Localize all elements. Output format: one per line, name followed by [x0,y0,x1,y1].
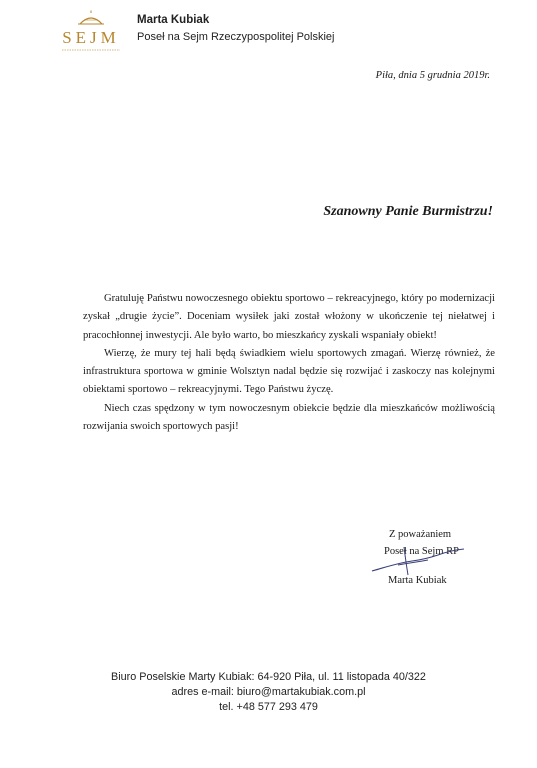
sender-role: Poseł na Sejm Rzeczypospolitej Polskiej [137,31,335,43]
letter-date: Piła, dnia 5 grudnia 2019r. [375,70,490,81]
footer-email: adres e-mail: biuro@martakubiak.com.pl [171,686,366,698]
sejm-logo [58,10,124,54]
salutation: Szanowny Panie Burmistrzu! [323,204,493,219]
paragraph-3: Niech czas spędzony w tym nowoczesnym obiekcie będzie dla mieszkańców możliwością rozwijania swoich sportowych pasji! [83,402,495,433]
closing-phrase: Z poważaniem [389,529,452,540]
footer-phone: tel. +48 577 293 479 [219,701,318,713]
closing-name: Marta Kubiak [388,575,447,586]
letter-body [83,290,495,436]
closing-title: Poseł na Sejm RP [384,546,459,557]
footer-address: Biuro Poselskie Marty Kubiak: 64-920 Piła, ul. 11 listopada 40/322 [111,671,426,683]
sender-name: Marta Kubiak [137,14,210,26]
paragraph-2: Wierzę, że mury tej hali będą świadkiem wielu sportowych zmagań. Wierzę również, że infrastruktura sportowa w gminie Wolsztyn nadal będzie się rozwijać i zaskoczy nas kolejnymi obiektami sportowo – rekreacyjnymi. Tego Państwu życzę. [83,347,495,396]
paragraph-1: Gratuluję Państwu nowoczesnego obiektu sportowo – rekreacyjnego, który po modernizacji zyskał „drugie życie”. Doceniam wysiłek jaki został włożony w ukończenie tej niełatwej i pracochłonnej inwestycji. Ale było warto, bo mieszkańcy zyskali wspaniały obiekt! [83,293,495,341]
logo-wordmark: SEJM [62,28,120,47]
